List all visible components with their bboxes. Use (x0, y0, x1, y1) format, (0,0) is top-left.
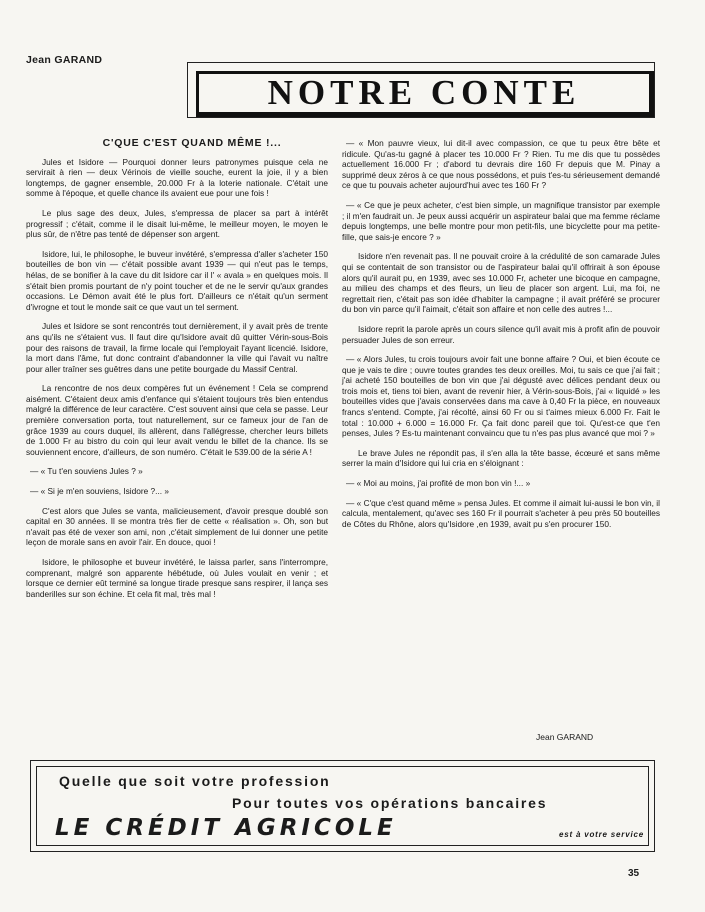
left-column (26, 138, 328, 608)
dialogue-line: — « Moi au moins, j'ai profité de mon bon vin !... » (346, 478, 531, 489)
paragraph: Jules et Isidore se sont rencontrés tout dernièrement, il y avait près de trente ans qu'ils ne s'étaient vus. Il faut dire qu'Isidore avait dû quitter Vérin-sous-Bois pour des raisons de travail, la firme locale qui l'employait l'ayant licencié. Isidore, la mort dans l'âme, fut donc contraint d'abandonner la ville qui l'avait vu naître pour aller traîner ses guêtres dans une petite bourgade du Massif Central. (26, 321, 328, 374)
paragraph: Isidore, le philosophe et buveur invétéré, le laissa parler, sans l'interrompre, comprenant, malgré son apparente hébétude, où Jules voulait en venir ; et lorsque ce dernier eût terminé sa longue tirade presque sans respirer, il lança ses banderilles sur son échine. Et cela fit mal, très mal ! (26, 557, 328, 599)
dialogue-line: — « Alors Jules, tu crois toujours avoir fait une bonne affaire ? Oui, et bien écoute ce que je vais te dire ; ouvre toutes grandes tes deux oreilles. Moi, tu sais ce que j'ai fait ; j'ai acheté 150 bouteilles de bon vin que j'ai dégusté avec délices pendant deux ou trois mois et, tiens toi bien, avant de revenir hier, à Vérin-sous-Bois, j'ai « liquidé » les bouteilles vides que j'avais conservées dans ma cave à 0,40 Fr la pièce, en nouveaux francs s'entend. Compte, j'ai récolté, ainsi 60 Fr ou si t'aimes mieux 6.000 Fr. Fait le total : 10.000 + 6.000 = 16.000 Fr. Ça fait donc pareil que toi. Qu'est-ce que t'en penses, Jules ? Es-tu maintenant convaincu que tu n'es pas plus avancé que moi ? » (342, 354, 660, 439)
right-column (342, 138, 660, 538)
advert-line-1: Quelle que soit votre profession (59, 773, 331, 789)
dialogue-line: — « Ce que je peux acheter, c'est bien simple, un magnifique transistor par exemple ; il m'en faudrait un. Je peux aussi acquérir un aspirateur balai que ma femme réclame depuis longtemps, une belle montre pour mon petit-fils, une bicyclette pour ma petite-fille, que sais-je encore ? » (342, 199, 660, 242)
dialogue-line: — « Mon pauvre vieux, lui dit-il avec compassion, ce que tu peux être bête et ridicule. Qu'as-tu gagné à placer tes 10.000 Fr ? Rien. Tu me dis que tu possèdes actuellement 16.000 Fr ; d'abord tu devrais dire 160 Fr depuis que M. Pinay a supprimé deux zéros à ce que nous possédons, et puis t'es-tu sérieusement demandé ce que tu pouvais acheter aujourd'hui avec tes 160 Fr ? (342, 138, 660, 191)
author-byline: Jean GARAND (26, 54, 103, 66)
advert-tagline: est à votre service (558, 830, 644, 839)
advert-line-2: Pour toutes vos opérations bancaires (232, 795, 548, 811)
paragraph: La rencontre de nos deux compères fut un événement ! Cela se comprend aisément. C'étaient deux amis d'enfance qui s'étaient toujours très bien entendus malgré la différence de leur caractère. C'est souvent ainsi que cela se passe. Leur première conversation porta, tout naturellement, sur ce fameux jour de l'an de grâce 1939 au cours duquel, ils allèrent, dans l'allégresse, chercher leurs billets de 1.000 Fr au bistro du coin qui leur avait vendu le billet de la chance. Ils se souviennent encore, d'ailleurs, de son numéro. C'était le 539.00 de la série A ! (26, 383, 328, 457)
page-number: 35 (628, 868, 640, 879)
paragraph: Isidore reprit la parole après un cours silence qu'il avait mis à profit afin de pouvoir persuader Jules de son erreur. (342, 323, 660, 345)
dialogue-line: — « Si je m'en souviens, Isidore ?... » (30, 486, 170, 497)
page-title: NOTRE CONTE (267, 73, 581, 112)
paragraph: C'est alors que Jules se vanta, malicieusement, d'avoir presque doublé son capital en 30 années. Il se montra très fier de cette « réalisation ». Oh, son but n'avait pas été de vexer son ami, non ,c'était simplement de lui donner une petite leçon de morale sans en avoir l'air. En douce, quoi ! (26, 505, 328, 548)
story-signature: Jean GARAND (536, 732, 594, 742)
paragraph: Isidore, lui, le philosophe, le buveur invétéré, s'empressa d'aller s'acheter 150 bouteilles de bon vin — c'était possible avant 1939 — qui n'eut pas le temps, hélas, de se bonifier à la cave du dit Isidore car il l' « avala » en quelques mois. Il s'était bien promis pourtant de n'y point toucher et de ne le servir qu'aux grandes occasions. Le Démon avait été le plus fort. D'ailleurs ce n'était qu'un serment d'ivrogne et tout le monde sait ce que vaut un tel serment. (26, 248, 328, 312)
advert-brand: LE CRÉDIT AGRICOLE (55, 815, 397, 841)
advert-inner-frame (36, 766, 649, 846)
title-frame (187, 62, 655, 118)
paragraph: Le brave Jules ne répondit pas, il s'en alla la tête basse, écœuré et sans même serrer la main d'Isidore qui lui cria en s'éloignant : (342, 447, 660, 469)
paragraph: Jules et Isidore — Pourquoi donner leurs patronymes puisque cela ne servirait à rien — deux Vérinois de vieille souche, eurent la joie, il y a bien longtemps, de gagner ensemble, 20.000 Fr à la loterie nationale. C'était une somme à l'époque, et quelle chance ils avaient eue pour une fois ! (26, 156, 328, 199)
title-inner-frame (196, 71, 654, 117)
story-heading: C'QUE C'EST QUAND MÊME !... (102, 137, 282, 149)
paragraph: Isidore n'en revenait pas. Il ne pouvait croire à la crédulité de son camarade Jules qui se contentait de son transistor ou de l'aspirateur balai qu'il offrirait à son épouse alors qu'il aurait pu, en 1939, avec ses 10.000 Fr, acheter une bicoque en campagne, au milieu des champs et des fleurs, un lieu de placer son argent. Lui, ma foi, ne regrettait rien, c'était pas son idée d'habiter la campagne ; il avait préféré se procurer du bon vin parce qu'il l'aimait, c'était son affaire et non celle des autres !... (342, 251, 660, 315)
advert-frame (30, 760, 655, 852)
paragraph: Le plus sage des deux, Jules, s'empressa de placer sa part à intérêt progressif ; c'était, comme il le disait lui-même, le meilleur moyen, le moyen le plus sûr, de n'être pas tenté de dépenser son argent. (26, 207, 328, 240)
dialogue-line: — « Tu t'en souviens Jules ? » (30, 466, 143, 477)
dialogue-line: — « C'que c'est quand même » pensa Jules. Et comme il aimait lui-aussi le bon vin, il calcula, mentalement, qu'avec ses 160 Fr il pourrait s'acheter à peu près 50 bouteilles de Côtes du Rhône, alors qu'Isidore ,en 1939, avait pu s'en procurer 150. (342, 497, 660, 529)
